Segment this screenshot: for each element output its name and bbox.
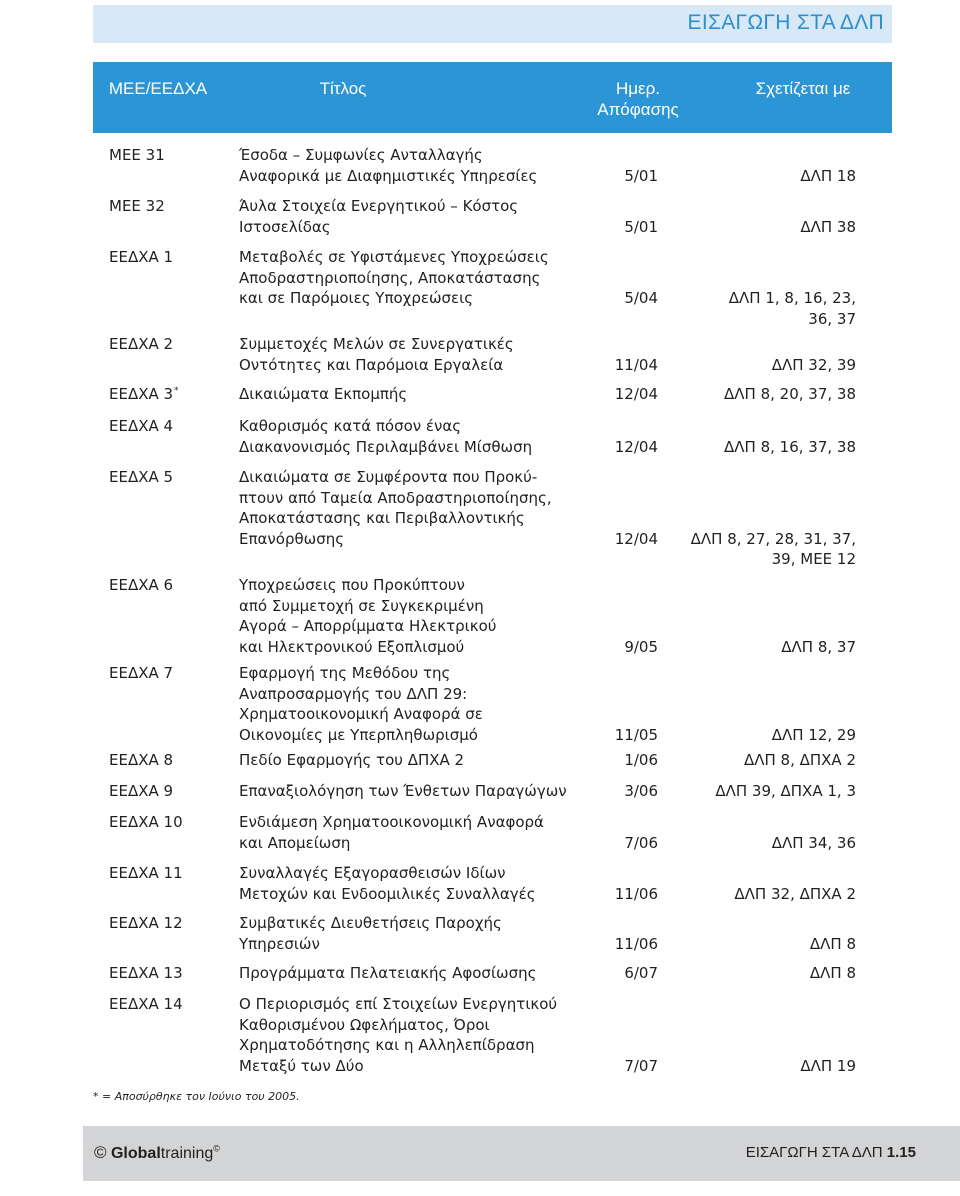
row-code: ΕΕΔΧΑ 9 xyxy=(109,782,174,800)
row-title-line: Υποχρεώσεις που Προκύπτουν xyxy=(239,576,465,594)
row-title-line: Καθορισμός κατά πόσον ένας xyxy=(239,417,462,435)
row-related-line: ΔΛΠ 8, 16, 37, 38 xyxy=(724,437,856,456)
brand-bold: Global xyxy=(110,1145,161,1162)
row-title-line: Επαναξιολόγηση των Ένθετων Παραγώγων xyxy=(239,782,567,800)
row-related-line: ΔΛΠ 8, 37 xyxy=(781,637,856,656)
row-title-line: Δικαιώματα σε Συμφέροντα που Προκύ- xyxy=(239,468,538,486)
row-title-line: Αναφορικά με Διαφημιστικές Υπηρεσίες xyxy=(239,166,538,185)
row-code: ΕΕΔΧΑ 14 xyxy=(109,995,183,1013)
row-related xyxy=(690,437,856,458)
row-related xyxy=(690,725,856,746)
header-related: Σχετίζεται με xyxy=(755,79,851,98)
row-date: 12/04 xyxy=(614,529,658,548)
footer-bar xyxy=(83,1126,960,1181)
row-title-line: Προγράμματα Πελατειακής Αφοσίωσης xyxy=(239,964,537,982)
row-related-line: ΔΛΠ 39, ΔΠΧΑ 1, 3 xyxy=(715,782,856,800)
row-date: 12/04 xyxy=(614,437,658,456)
row-title-line: Διακανονισμός Περιλαμβάνει Μίσθωση xyxy=(239,437,533,456)
row-related-line: 39, ΜΕΕ 12 xyxy=(771,550,856,568)
row-title-line: Έσοδα – Συμφωνίες Ανταλλαγής xyxy=(239,146,483,164)
row-related-line: ΔΛΠ 18 xyxy=(800,166,856,185)
row-title-line: και Ηλεκτρονικού Εξοπλισμού xyxy=(239,637,465,656)
row-code: ΕΕΔΧΑ 13 xyxy=(109,964,183,982)
row-related xyxy=(690,750,856,771)
row-related xyxy=(690,529,856,570)
row-related-line: ΔΛΠ 19 xyxy=(800,1056,856,1075)
row-title-line: Καθορισμένου Ωφελήματος, Όροι xyxy=(239,1015,490,1034)
row-title xyxy=(239,781,599,802)
row-title-line: Οικονομίες με Υπερπληθωρισμό xyxy=(239,725,478,744)
row-title-line: Συμμετοχές Μελών σε Συνεργατικές xyxy=(239,335,514,353)
row-related-line: ΔΛΠ 32, 39 xyxy=(771,355,856,374)
brand-mark: © xyxy=(213,1143,220,1154)
row-title xyxy=(239,334,599,375)
row-title xyxy=(239,384,599,405)
row-related xyxy=(690,384,856,405)
row-title-line: Αποκατάστασης και Περιβαλλοντικής xyxy=(239,509,525,527)
row-date: 3/06 xyxy=(624,782,658,800)
row-title-line: Μεταβολές σε Υφιστάμενες Υποχρεώσεις xyxy=(239,248,549,266)
footnote: * = Αποσύρθηκε τον Ιούνιο του 2005. xyxy=(93,1090,300,1103)
row-related-line: ΔΛΠ 8, 27, 28, 31, 37, xyxy=(690,529,856,548)
row-title xyxy=(239,467,599,549)
row-title-line: Εφαρμογή της Μεθόδου της xyxy=(239,664,451,682)
footer-page-number: 1.15 xyxy=(886,1144,916,1161)
row-related-line: ΔΛΠ 8 xyxy=(809,964,856,982)
row-title-line: Υπηρεσιών xyxy=(239,934,320,953)
row-title-line: Χρηματοδότησης και η Αλληλεπίδραση xyxy=(239,1036,535,1054)
row-related-line: ΔΛΠ 12, 29 xyxy=(771,725,856,744)
row-title-line: από Συμμετοχή σε Συγκεκριμένη xyxy=(239,596,484,615)
row-date: 5/04 xyxy=(624,289,658,307)
header-code: ΜΕΕ/ΕΕΔΧΑ xyxy=(108,79,208,98)
row-title xyxy=(239,994,599,1076)
row-related-line: ΔΛΠ 8 xyxy=(809,934,856,953)
row-date: 9/05 xyxy=(624,637,658,656)
row-date: 11/06 xyxy=(614,934,658,953)
footer-brand xyxy=(94,1143,220,1163)
header-date-line1: Ημερ. xyxy=(615,79,661,98)
row-date: 7/06 xyxy=(624,833,658,852)
row-title-line: Δικαιώματα Εκπομπής xyxy=(239,385,408,403)
row-related xyxy=(690,637,856,658)
row-related-line: ΔΛΠ 38 xyxy=(800,217,856,236)
row-title-line: Άυλα Στοιχεία Ενεργητικού – Κόστος xyxy=(239,197,519,215)
row-title-line: Επανόρθωσης xyxy=(239,529,345,548)
row-title-line: Ο Περιορισμός επί Στοιχείων Ενεργητικού xyxy=(239,995,558,1013)
row-related xyxy=(690,963,856,984)
row-title-line: πτουν από Ταμεία Αποδραστηριοποίησης, xyxy=(239,488,552,507)
row-code: ΜΕΕ 31 xyxy=(109,146,165,164)
row-title xyxy=(239,913,599,954)
row-title xyxy=(239,663,599,745)
row-code: ΕΕΔΧΑ 7 xyxy=(109,664,174,682)
row-title-line: Οντότητες και Παρόμοια Εργαλεία xyxy=(239,355,504,374)
row-date: 5/01 xyxy=(624,217,658,236)
row-code: ΕΕΔΧΑ 2 xyxy=(109,335,174,353)
row-related xyxy=(690,781,856,802)
row-title xyxy=(239,750,599,771)
row-title-line: και Απομείωση xyxy=(239,833,351,852)
row-title-line: Συμβατικές Διευθετήσεις Παροχής xyxy=(239,914,502,932)
header-title: Τίτλος xyxy=(319,79,367,98)
header-date-line2: Απόφασης xyxy=(597,100,679,119)
row-related-line: ΔΛΠ 32, ΔΠΧΑ 2 xyxy=(734,884,856,903)
row-related-line: ΔΛΠ 8, 20, 37, 38 xyxy=(724,385,856,403)
row-related xyxy=(690,217,856,238)
row-date: 11/04 xyxy=(614,355,658,374)
footer-page-label: ΕΙΣΑΓΩΓΗ ΣΤΑ ΔΛΠ xyxy=(745,1144,883,1161)
row-title-line: Ενδιάμεση Χρηματοοικονομική Αναφορά xyxy=(239,813,544,831)
footer-page xyxy=(746,1144,916,1161)
row-title-line: Μετοχών και Ενδοομιλικές Συναλλαγές xyxy=(239,884,536,903)
banner-title: ΕΙΣΑΓΩΓΗ ΣΤΑ ΔΛΠ xyxy=(687,11,884,34)
row-title-line: Αναπροσαρμογής του ΔΛΠ 29: xyxy=(239,684,468,703)
row-title-line: και σε Παρόμοιες Υποχρεώσεις xyxy=(239,289,474,307)
row-code: ΕΕΔΧΑ 5 xyxy=(109,468,174,486)
row-related-line: ΔΛΠ 8, ΔΠΧΑ 2 xyxy=(743,751,856,769)
row-title-line: Ιστοσελίδας xyxy=(239,217,331,236)
row-related xyxy=(690,166,856,187)
row-code: ΕΕΔΧΑ 8 xyxy=(109,751,174,769)
row-code: ΕΕΔΧΑ 12 xyxy=(109,914,183,932)
row-related xyxy=(690,833,856,854)
row-date: 11/05 xyxy=(614,725,658,744)
row-related xyxy=(690,1056,856,1077)
row-date: 6/07 xyxy=(624,964,658,982)
row-code: ΕΕΔΧΑ 6 xyxy=(109,576,174,594)
row-title-line: Συναλλαγές Εξαγορασθεισών Ιδίων xyxy=(239,864,506,882)
row-title xyxy=(239,963,599,984)
row-date: 5/01 xyxy=(624,166,658,185)
row-code: ΕΕΔΧΑ 11 xyxy=(109,864,183,882)
row-related xyxy=(690,355,856,376)
row-title xyxy=(239,575,599,657)
row-title-line: Πεδίο Εφαρμογής του ΔΠΧΑ 2 xyxy=(239,751,465,769)
row-related-line: 36, 37 xyxy=(808,309,856,328)
row-date: 12/04 xyxy=(614,385,658,403)
row-date: 7/07 xyxy=(624,1056,658,1075)
row-title xyxy=(239,863,599,904)
row-code: ΕΕΔΧΑ 3* xyxy=(109,385,179,403)
row-related-line: ΔΛΠ 1, 8, 16, 23, xyxy=(728,289,856,307)
row-related xyxy=(690,288,856,329)
row-title-line: Μεταξύ των Δύο xyxy=(239,1056,364,1075)
row-title-line: Αγορά – Απορρίμματα Ηλεκτρικού xyxy=(239,617,497,635)
withdrawn-mark: * xyxy=(174,386,179,396)
row-title-line: Χρηματοοικονομική Αναφορά σε xyxy=(239,705,483,723)
row-title xyxy=(239,416,599,457)
copyright-symbol: © xyxy=(94,1143,107,1162)
row-date: 11/06 xyxy=(614,884,658,903)
row-date: 1/06 xyxy=(624,751,658,769)
row-code: ΕΕΔΧΑ 10 xyxy=(109,813,183,831)
row-title xyxy=(239,145,599,186)
row-code: ΕΕΔΧΑ 1 xyxy=(109,248,174,266)
row-code: ΜΕΕ 32 xyxy=(109,197,165,215)
row-related-line: ΔΛΠ 34, 36 xyxy=(771,833,856,852)
row-title xyxy=(239,812,599,853)
row-title xyxy=(239,247,599,309)
row-related xyxy=(690,884,856,905)
brand-rest: training xyxy=(160,1145,214,1162)
row-title-line: Αποδραστηριοποίησης, Αποκατάστασης xyxy=(239,268,541,287)
row-code: ΕΕΔΧΑ 4 xyxy=(109,417,174,435)
row-related xyxy=(690,934,856,955)
row-title xyxy=(239,196,599,237)
